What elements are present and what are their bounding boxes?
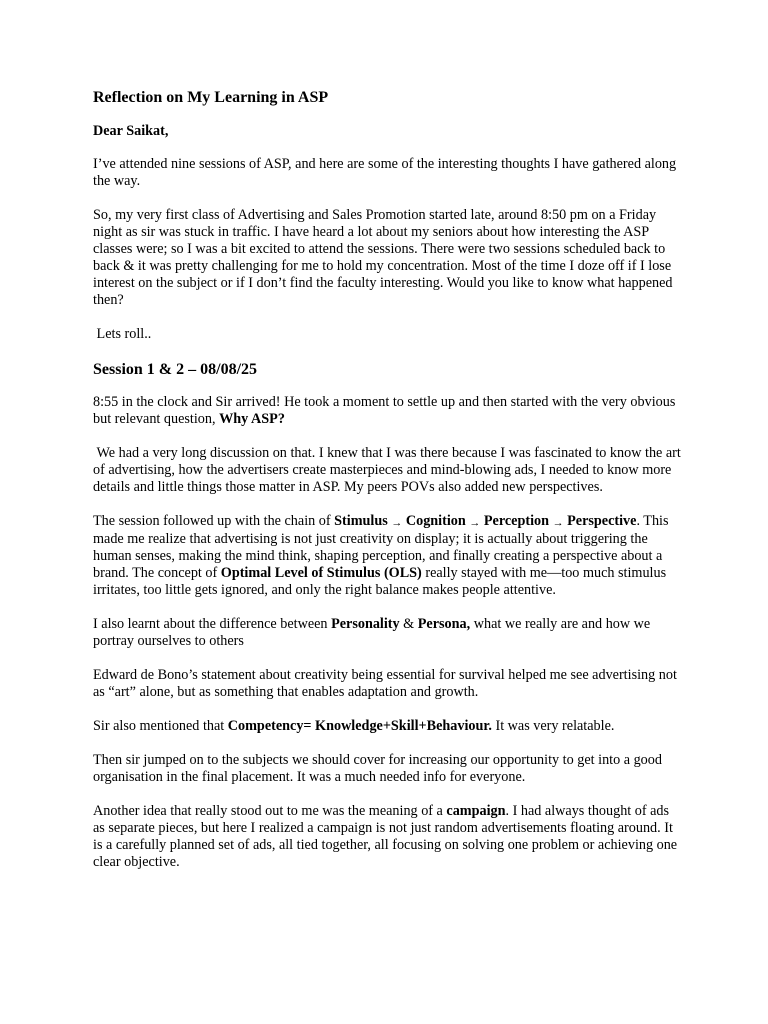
discussion-paragraph: We had a very long discussion on that. I knew that I was there because I was fascinated to know the art of advertising, how the advertisers create masterpieces and mind-blowing ads, I needed to know more details and little things those matter in ASP. My peers POVs also added new perspectives. [93, 445, 685, 495]
competency-paragraph [93, 718, 683, 735]
term-stimulus: Stimulus [334, 513, 388, 529]
salutation: Dear Saikat, [93, 123, 169, 139]
term-personality: Personality [331, 616, 400, 632]
arrival-paragraph [93, 394, 683, 428]
arrival-text: 8:55 in the clock and Sir arrived! He took a moment to settle up and then started with the very obvious but relevant question, [93, 394, 676, 427]
debono-paragraph: Edward de Bono’s statement about creativity being essential for survival helped me see advertising not as “art” alone, but as something that enables adaptation and growth. [93, 667, 677, 700]
campaign-lead: Another idea that really stood out to me was the meaning of a [93, 803, 447, 819]
arrow-icon: → [469, 517, 481, 529]
chain-tail: really stayed with me—too much stimulus irritates, too little gets ignored, and only the right balance makes people attentive. [93, 565, 667, 598]
term-cognition: Cognition [405, 513, 466, 529]
lets-roll-line: Lets roll.. [93, 326, 152, 342]
document-page [93, 88, 683, 888]
intro-paragraph: I’ve attended nine sessions of ASP, and here are some of the interesting thoughts I have gathered along the way. [93, 156, 677, 189]
personality-amp: & [399, 616, 418, 632]
term-campaign: campaign [446, 803, 506, 819]
term-ols: Optimal Level of Stimulus (OLS) [220, 565, 422, 581]
first-class-paragraph: So, my very first class of Advertising and Sales Promotion started late, around 8:50 pm on a Friday night as sir was stuck in traffic. I have heard a lot about my seniors about how interesting the ASP classes were; so I was a bit excited to attend the sessions. There were two sessions scheduled back to back & it was pretty challenging for me to hold my concentration. Most of the time I doze off if I lose interest on the subject or if I don’t find the faculty interesting. Would you like to know what happened then? [93, 207, 673, 308]
term-persona: Persona, [417, 616, 471, 632]
term-perception: Perception [483, 513, 550, 529]
personality-tail: what we really are and how we portray ourselves to others [93, 616, 651, 649]
competency-lead: Sir also mentioned that [93, 718, 228, 734]
competency-tail: It was very relatable. [491, 718, 615, 734]
personality-paragraph [93, 616, 683, 650]
term-perspective: Perspective [567, 513, 637, 529]
session-heading: Session 1 & 2 – 08/08/25 [93, 361, 258, 378]
campaign-paragraph [93, 803, 683, 871]
chain-mid: . This made me realize that advertising is not just creativity on display; it is actually about triggering the human senses, making the mind think, shaping perception, and finally creating a perspective about a brand. The concept of [93, 513, 669, 581]
why-asp-question: Why ASP? [219, 411, 285, 427]
arrow-icon: → [391, 517, 403, 529]
chain-paragraph [93, 513, 683, 599]
chain-lead: The session followed up with the chain of [93, 513, 335, 529]
subjects-paragraph: Then sir jumped on to the subjects we should cover for increasing our opportunity to get into a good organisation in the final placement. It was a much needed info for everyone. [93, 752, 662, 785]
arrow-icon: → [552, 517, 564, 529]
competency-formula: Competency= Knowledge+Skill+Behaviour. [227, 718, 492, 734]
campaign-tail: . I had always thought of ads as separate pieces, but here I realized a campaign is not just random advertisements floating around. It is a carefully planned set of ads, all tied together, all focusing on solving one problem or achieving one clear objective. [93, 803, 678, 870]
document-title: Reflection on My Learning in ASP [93, 89, 329, 106]
personality-lead: I also learnt about the difference between [93, 616, 332, 632]
